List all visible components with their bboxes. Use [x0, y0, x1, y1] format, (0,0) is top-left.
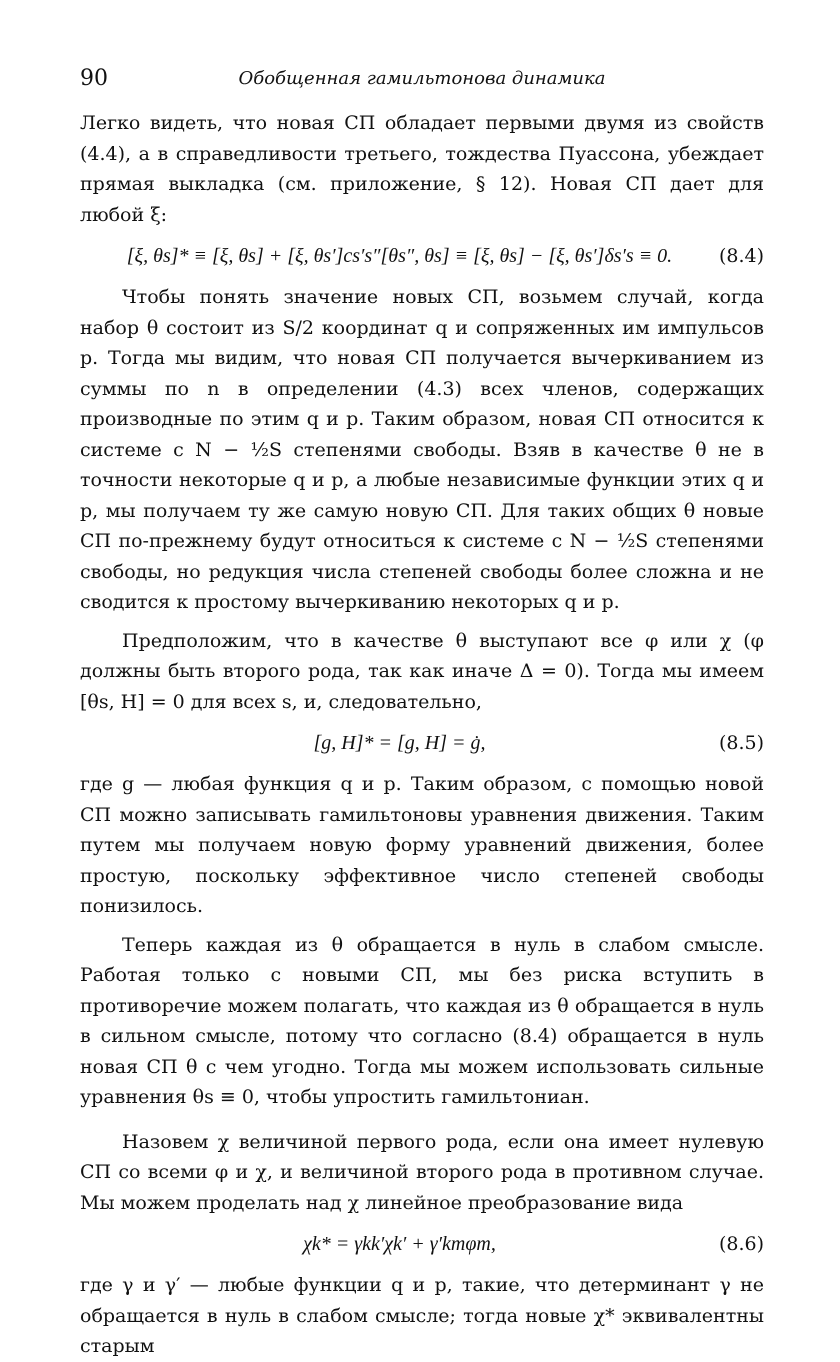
equation-formula: χk* = γkk′χk′ + γ′kmφm,	[303, 1232, 496, 1255]
equation-8-5	[80, 723, 764, 763]
equation-8-4	[80, 236, 764, 276]
equation-number: (8.5)	[718, 731, 764, 754]
paragraph-5: Теперь каждая из θ обращается в нуль в слабом смысле. Работая только с новыми СП, мы без риска вступить в противоречие можем полагать, что каждая из θ обращается в нуль в сильном смысле, потому что согласно (8.4) обращается в нуль новая СП θ с чем угодно. Тогда мы можем использовать сильные уравнения θs ≡ 0, чтобы упростить гамильтониан.	[80, 933, 764, 1108]
paragraph-7: где γ и γ′ — любые функции q и p, такие, что детерминант γ не обращается в нуль в слабом смысле; тогда новые χ* эквивалентны старым	[80, 1274, 764, 1357]
equation-formula: [ξ, θs]* ≡ [ξ, θs] + [ξ, θs′]cs′s″[θs″, θs] ≡ [ξ, θs] − [ξ, θs′]δs′s ≡ 0.	[126, 244, 673, 267]
paragraph-2: Чтобы понять значение новых СП, возьмем случай, когда набор θ состоит из S/2 координат q и сопряженных им импульсов p. Тогда мы видим, что новая СП получается вычеркиванием из суммы по n в определении (4.3) всех членов, содержащих производные по этим q и p. Таким образом, новая СП относится к системе с N − ½S степенями свободы. Взяв в качестве θ не в точности некоторые q и p, а любые независимые функции этих q и p, мы получаем ту же самую новую СП. Для таких общих θ новые СП по-прежнему будут относиться к системе с N − ½S степенями свободы, но редукция числа степеней свободы более сложна и не сводится к простому вычеркиванию некоторых q и p.	[80, 286, 764, 613]
body-text	[80, 108, 764, 1362]
page-header	[80, 66, 764, 96]
running-title: Обобщенная гамильтонова динамика	[238, 68, 606, 89]
page-number: 90	[80, 66, 108, 91]
equation-formula: [g, H]* = [g, H] = ġ,	[313, 731, 486, 754]
paragraph-1: Легко видеть, что новая СП обладает первыми двумя из свойств (4.4), а в справедливости третьего, тождества Пуассона, убеждает прямая выкладка (см. приложение, § 12). Новая СП дает для любой ξ:	[80, 112, 764, 226]
equation-number: (8.6)	[718, 1232, 764, 1255]
equation-8-6	[80, 1224, 764, 1264]
paragraph-3: Предположим, что в качестве θ выступают все φ или χ (φ должны быть второго рода, так как иначе Δ = 0). Тогда мы имеем [θs, H] = 0 для всех s, и, следовательно,	[80, 629, 764, 713]
paragraph-4: где g — любая функция q и p. Таким образом, с помощью новой СП можно записывать гамильтоновы уравнения движения. Таким путем мы получаем новую форму уравнений движения, более простую, поскольку эффективное число степеней свободы понизилось.	[80, 773, 764, 917]
paragraph-6: Назовем χ величиной первого рода, если она имеет нулевую СП со всеми φ и χ, и величиной второго рода в противном случае. Мы можем проделать над χ линейное преобразование вида	[80, 1130, 764, 1214]
equation-number: (8.4)	[718, 244, 764, 267]
